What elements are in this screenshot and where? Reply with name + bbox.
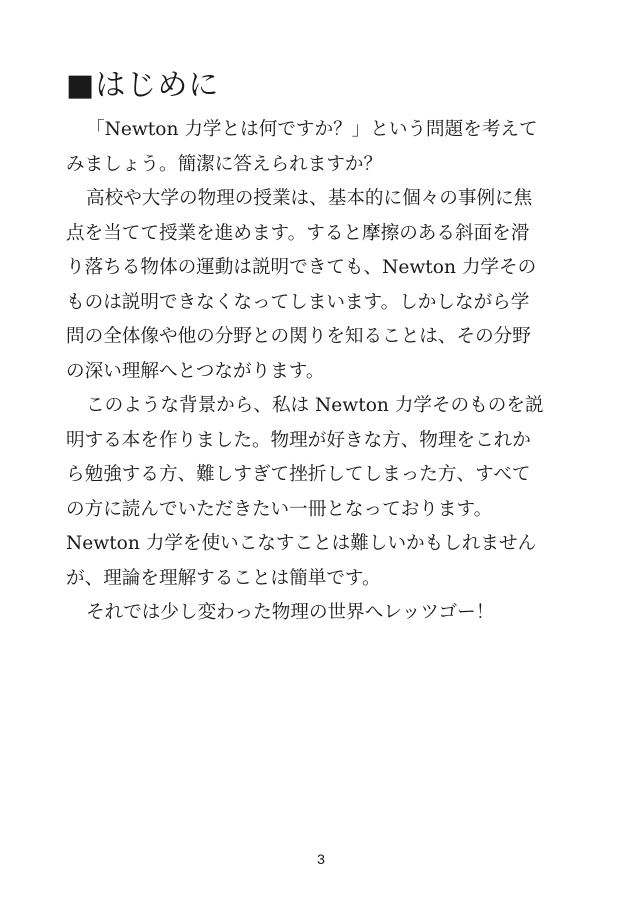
- paragraph-line: の深い理解へとつながります。: [66, 360, 325, 382]
- paragraph-line: 点を当てて授業を進めます。すると摩擦のある斜面を滑: [66, 222, 530, 244]
- paragraph-line: このような背景から、私は Newton 力学そのものを説: [86, 395, 544, 416]
- paragraph-line: の方に読んでいただきたい一冊となっております。: [66, 498, 493, 520]
- paragraph-line: Newton 力学を使いこなすことは難しいかもしれません: [66, 533, 537, 554]
- paragraph-line: 高校や大学の物理の授業は、基本的に個々の事例に焦: [86, 188, 533, 209]
- page-number: 3: [317, 851, 325, 867]
- paragraph-line: ら勉強する方、難しすぎて挫折してしまった方、すべて: [66, 464, 531, 485]
- paragraph-line: 明する本を作りました。物理が好きな方、物理をこれか: [66, 429, 531, 451]
- paragraph-line: みましょう。簡潔に答えられますか？: [66, 153, 383, 175]
- paragraph-line: 「Newton 力学とは何ですか？」という問題を考えて: [86, 119, 538, 140]
- paragraph-line: が、理論を理解することは簡単です。: [66, 567, 381, 589]
- paragraph-line: それでは少し変わった物理の世界へレッツゴー！: [86, 602, 495, 623]
- section-heading: ■はじめに: [66, 68, 220, 103]
- paragraph-line: 問の全体像や他の分野との関りを知ることは、その分野: [66, 326, 531, 347]
- introduction-body: [66, 113, 586, 631]
- paragraph-line: ものは説明できなくなってしまいます。しかしながら学: [66, 291, 530, 313]
- paragraph-line: り落ちる物体の運動は説明できても、Newton 力学その: [66, 257, 537, 278]
